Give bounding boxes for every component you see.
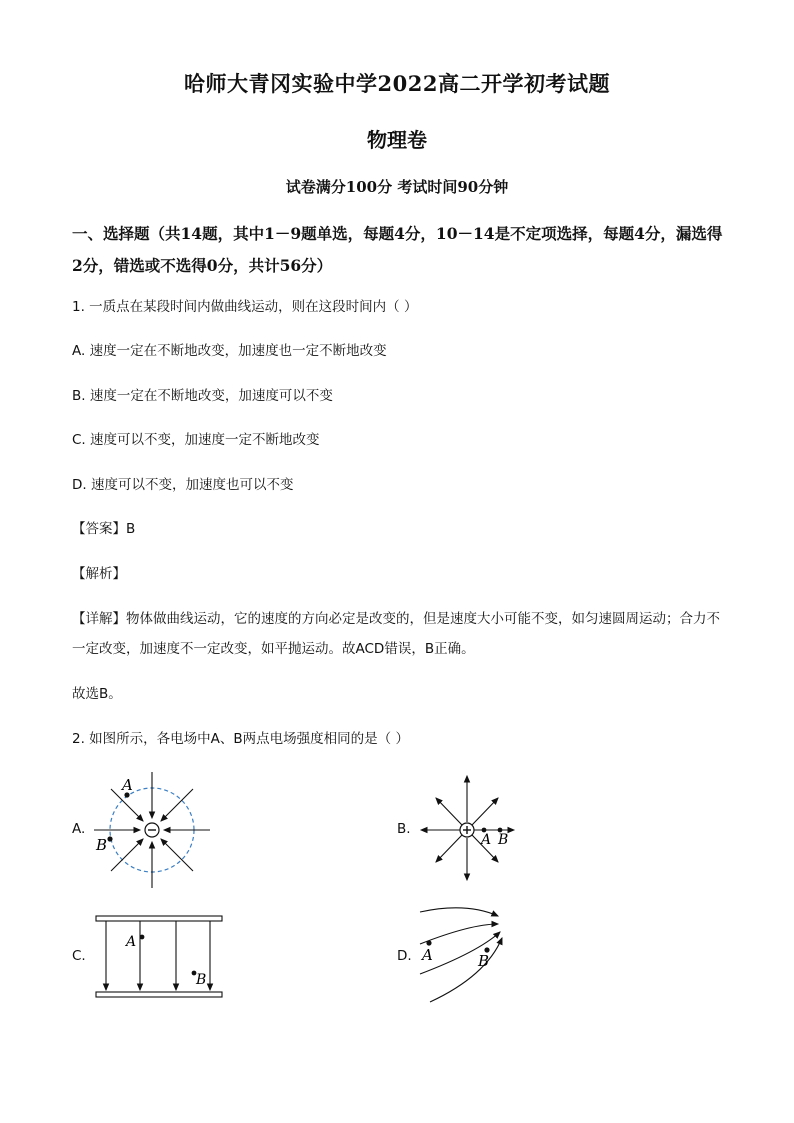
figure-c-label: C. xyxy=(72,948,86,964)
figure-b-positive-charge-field xyxy=(418,770,522,890)
exam-subject: 物理卷 xyxy=(367,128,427,152)
point-a-label: A xyxy=(422,946,433,964)
question-1-answer: 【答案】B xyxy=(72,521,136,537)
question-1-option-d: D. 速度可以不变，加速度也可以不变 xyxy=(72,477,294,493)
question-1-stem: 1. 一质点在某段时间内做曲线运动，则在这段时间内（ ） xyxy=(72,299,418,315)
uniform-field-lines xyxy=(106,921,210,990)
point-b-label: B xyxy=(196,972,207,988)
point-b-dot xyxy=(107,836,112,841)
figure-d-curved-field xyxy=(416,904,526,1008)
question-1-option-b: B. 速度一定在不断地改变，加速度可以不变 xyxy=(72,388,333,404)
point-a-label: A xyxy=(122,776,133,794)
figure-d-label: D. xyxy=(397,948,412,964)
bottom-plate xyxy=(96,992,222,997)
point-b-label: B xyxy=(96,836,108,854)
question-1-option-a: A. 速度一定在不断地改变，加速度也一定不断地改变 xyxy=(72,343,387,359)
figure-a-label: A. xyxy=(72,821,86,837)
point-a-label: A xyxy=(126,934,137,950)
figure-a-negative-charge-field xyxy=(92,770,212,890)
point-a-dot xyxy=(426,940,431,945)
point-a-label: A xyxy=(481,832,492,848)
question-1-conclusion: 故选B。 xyxy=(72,686,122,702)
point-b-label: B xyxy=(498,832,509,848)
figure-b-label: B. xyxy=(397,821,411,837)
top-plate xyxy=(96,916,222,921)
point-a-dot xyxy=(140,935,145,940)
question-1-detail: 【详解】物体做曲线运动，它的速度的方向必定是改变的，但是速度大小可能不变，如匀速圆周运动；合力不一定改变，加速度不一定改变，如平抛运动。故ACD错误，B正确。 xyxy=(72,611,720,657)
point-b-label: B xyxy=(478,952,490,970)
question-2-stem: 2. 如图所示，各电场中A、B两点电场强度相同的是（ ） xyxy=(72,731,409,747)
exam-info: 试卷满分100分 考试时间90分钟 xyxy=(285,178,509,196)
exam-title: 哈师大青冈实验中学2022高二开学初考试题 xyxy=(184,71,610,96)
question-1-analysis-label: 【解析】 xyxy=(72,566,126,582)
section-heading: 一、选择题（共14题，其中1－9题单选，每题4分，10－14是不定项选择，每题4分，漏选得2分，错选或不选得0分，共计56分） xyxy=(72,224,723,275)
figure-c-uniform-field xyxy=(94,912,226,1004)
question-1-option-c: C. 速度可以不变，加速度一定不断地改变 xyxy=(72,432,320,448)
